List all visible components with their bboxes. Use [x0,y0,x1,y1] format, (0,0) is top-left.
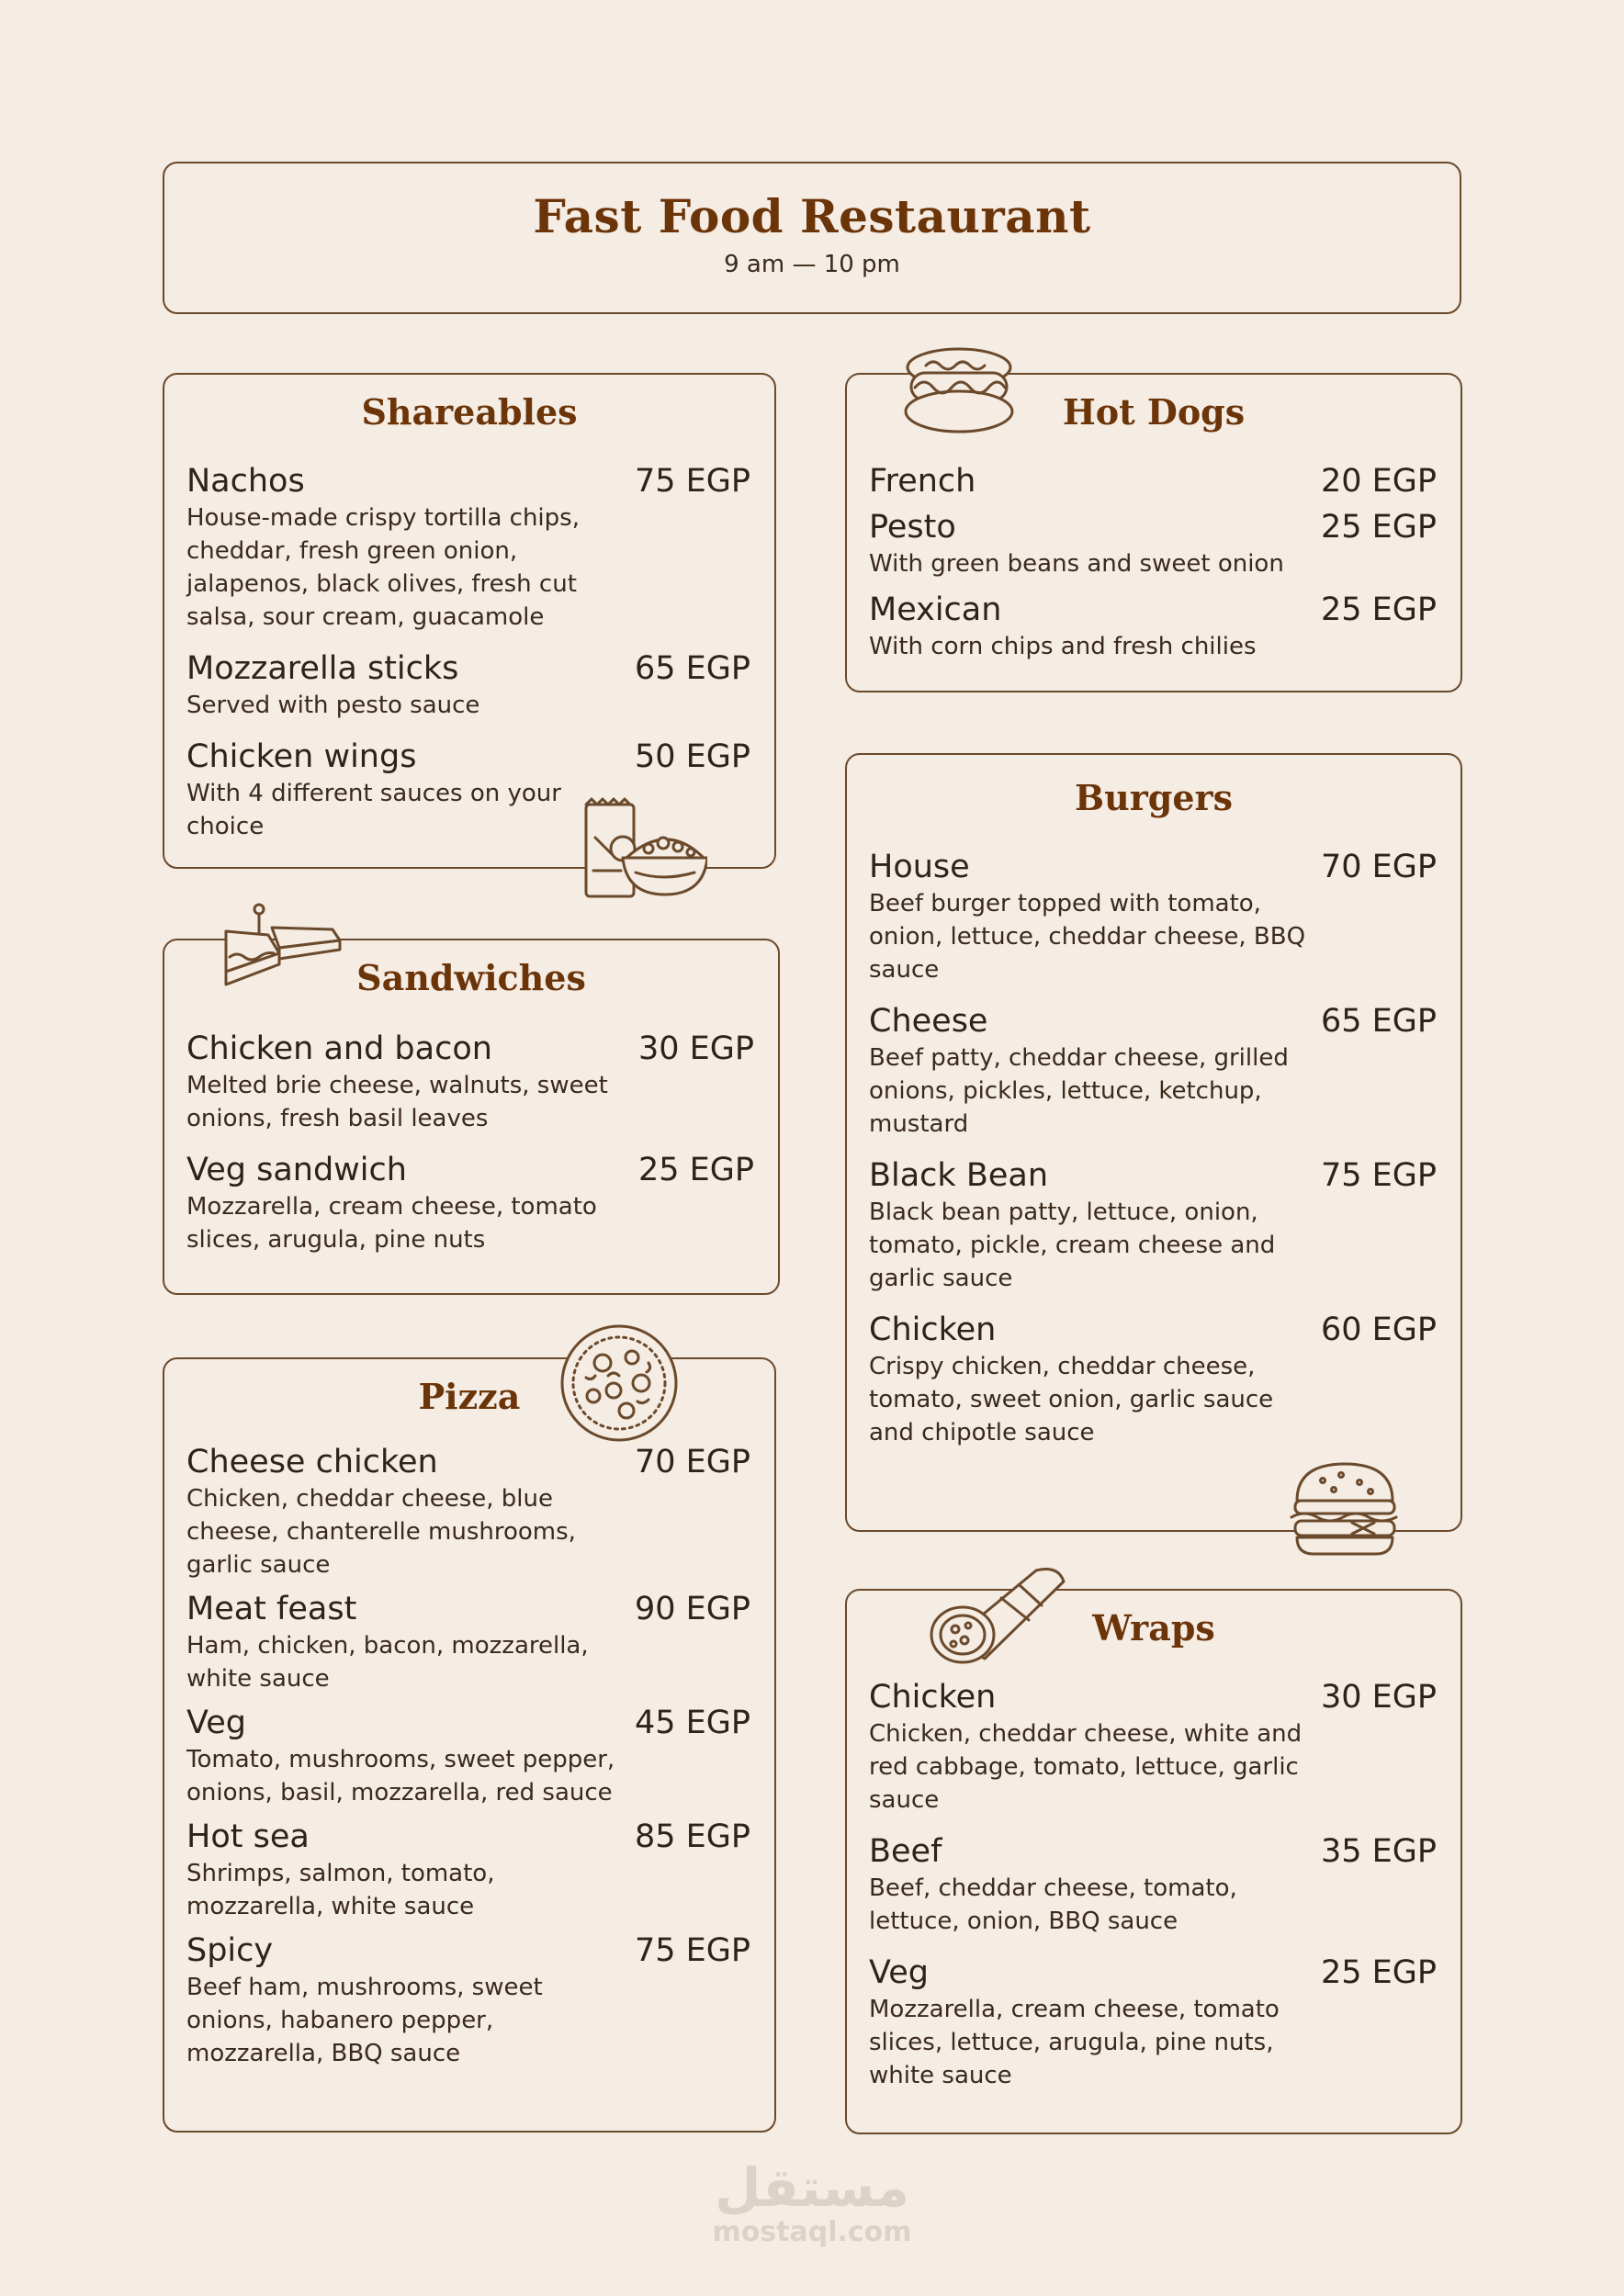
item-price: 50 EGP [634,738,750,775]
menu-item [186,461,750,634]
section-title: Hot Dogs [1062,391,1246,433]
restaurant-title: Fast Food Restaurant [533,189,1091,243]
item-name: Cheese chicken [186,1444,438,1480]
item-description: Beef patty, cheddar cheese, grilled onions, pickles, lettuce, ketchup, mustard [869,1044,1289,1138]
item-description: Shrimps, salmon, tomato, mozzarella, white sauce [186,1860,495,1920]
item-price: 45 EGP [634,1705,750,1741]
item-name: Beef [869,1833,942,1870]
item-description: Black bean patty, lettuce, onion, tomato, pickle, cream cheese and garlic sauce [869,1199,1276,1292]
menu-item [869,847,1437,986]
menu-item [869,590,1437,663]
item-description: With corn chips and fresh chilies [869,633,1257,660]
item-name: Mozzarella sticks [186,650,459,687]
hotdog-icon [898,340,1021,441]
item-description: Chicken, cheddar cheese, white and red cabbage, tomato, lettuce, garlic sauce [869,1720,1303,1814]
section-title: Shareables [361,391,578,433]
item-name: Black Bean [869,1157,1048,1194]
item-description: Chicken, cheddar cheese, blue cheese, chanterelle mushrooms, garlic sauce [186,1485,576,1579]
item-description: Melted brie cheese, walnuts, sweet onions, fresh basil leaves [186,1072,608,1132]
item-description: Served with pesto sauce [186,692,480,719]
section-title: Wraps [1092,1607,1215,1649]
item-name: Nachos [186,463,305,500]
menu-item [186,1029,754,1135]
item-description: Beef, cheddar cheese, tomato, lettuce, onion, BBQ sauce [869,1874,1237,1935]
pizza-icon [558,1322,680,1444]
section-pizza [163,1357,776,2133]
items-list [869,1677,1437,2107]
item-price: 65 EGP [634,650,750,687]
section-sandwiches [163,939,780,1295]
item-name: Mexican [869,591,1002,628]
burger-icon [1286,1460,1405,1559]
item-name: House [869,849,970,885]
menu-item [869,1310,1437,1449]
item-name: Pesto [869,509,956,546]
section-title: Burgers [1075,777,1233,818]
item-name: Hot sea [186,1818,310,1855]
menu-item [186,648,750,722]
menu-item [186,1589,750,1695]
item-description: House-made crispy tortilla chips, cheddar, fresh green onion, jalapenos, black olives, fresh cut salsa, sour cream, guacamole [186,504,580,631]
header-card [163,162,1461,314]
item-price: 30 EGP [1320,1679,1437,1716]
section-title: Pizza [418,1376,521,1417]
item-price: 60 EGP [1320,1311,1437,1348]
item-description: Beef burger topped with tomato, onion, lettuce, cheddar cheese, BBQ sauce [869,890,1306,984]
item-description: Tomato, mushrooms, sweet pepper, onions, basil, mozzarella, red sauce [186,1746,615,1806]
item-price: 70 EGP [1320,849,1437,885]
item-price: 25 EGP [1320,1954,1437,1991]
item-price: 30 EGP [637,1030,754,1067]
menu-item [869,507,1437,580]
item-price: 25 EGP [637,1152,754,1188]
item-name: Veg [869,1954,929,1991]
item-price: 70 EGP [634,1444,750,1480]
item-name: French [869,463,976,500]
item-description: Mozzarella, cream cheese, tomato slices, arugula, pine nuts [186,1193,597,1254]
item-price: 75 EGP [634,1932,750,1969]
item-name: Chicken wings [186,738,417,775]
item-description: Mozzarella, cream cheese, tomato slices, lettuce, arugula, pine nuts, white sauce [869,1996,1280,2089]
item-price: 20 EGP [1320,463,1437,500]
items-list [186,1029,754,1271]
item-name: Meat feast [186,1591,357,1627]
opening-hours: 9 am — 10 pm [724,251,900,278]
item-description: With 4 different sauces on your choice [186,780,561,840]
menu-item [869,1831,1437,1938]
item-name: Spicy [186,1932,274,1969]
item-name: Chicken and bacon [186,1030,492,1067]
menu-item [186,1930,750,2070]
item-price: 25 EGP [1320,591,1437,628]
item-description: Beef ham, mushrooms, sweet onions, habanero pepper, mozzarella, BBQ sauce [186,1974,543,2067]
watermark-arabic: مستقل [714,2156,910,2219]
item-price: 90 EGP [634,1591,750,1627]
item-price: 25 EGP [1320,509,1437,546]
items-list [869,847,1437,1464]
items-list [186,1442,750,2085]
section-burgers [845,753,1462,1532]
watermark-latin: mostaql.com [712,2216,912,2248]
snack-bowl-icon [582,797,707,902]
item-name: Veg [186,1705,246,1741]
watermark [0,2158,1624,2248]
item-description: With green beans and sweet onion [869,550,1284,578]
menu-item [186,1150,754,1256]
item-name: Cheese [869,1003,988,1040]
menu-item [869,1677,1437,1817]
menu-item [869,461,1437,501]
menu-item [869,1953,1437,2092]
menu-item [869,1001,1437,1141]
item-name: Veg sandwich [186,1152,407,1188]
section-shareables [163,373,776,869]
item-price: 35 EGP [1320,1833,1437,1870]
section-title: Sandwiches [356,957,586,998]
item-price: 65 EGP [1320,1003,1437,1040]
item-name: Chicken [869,1311,997,1348]
menu-item [186,1703,750,1809]
sandwich-icon [222,902,342,990]
item-price: 85 EGP [634,1818,750,1855]
menu-item [186,1817,750,1923]
menu-item [869,1155,1437,1295]
item-name: Chicken [869,1679,997,1716]
item-description: Ham, chicken, bacon, mozzarella, white sauce [186,1632,589,1693]
items-list [869,461,1437,678]
menu-item [186,1442,750,1581]
item-description: Crispy chicken, cheddar cheese, tomato, sweet onion, garlic sauce and chipotle sauce [869,1353,1274,1446]
section-wraps [845,1589,1462,2134]
wrap-icon [928,1561,1067,1668]
item-price: 75 EGP [1320,1157,1437,1194]
item-price: 75 EGP [634,463,750,500]
